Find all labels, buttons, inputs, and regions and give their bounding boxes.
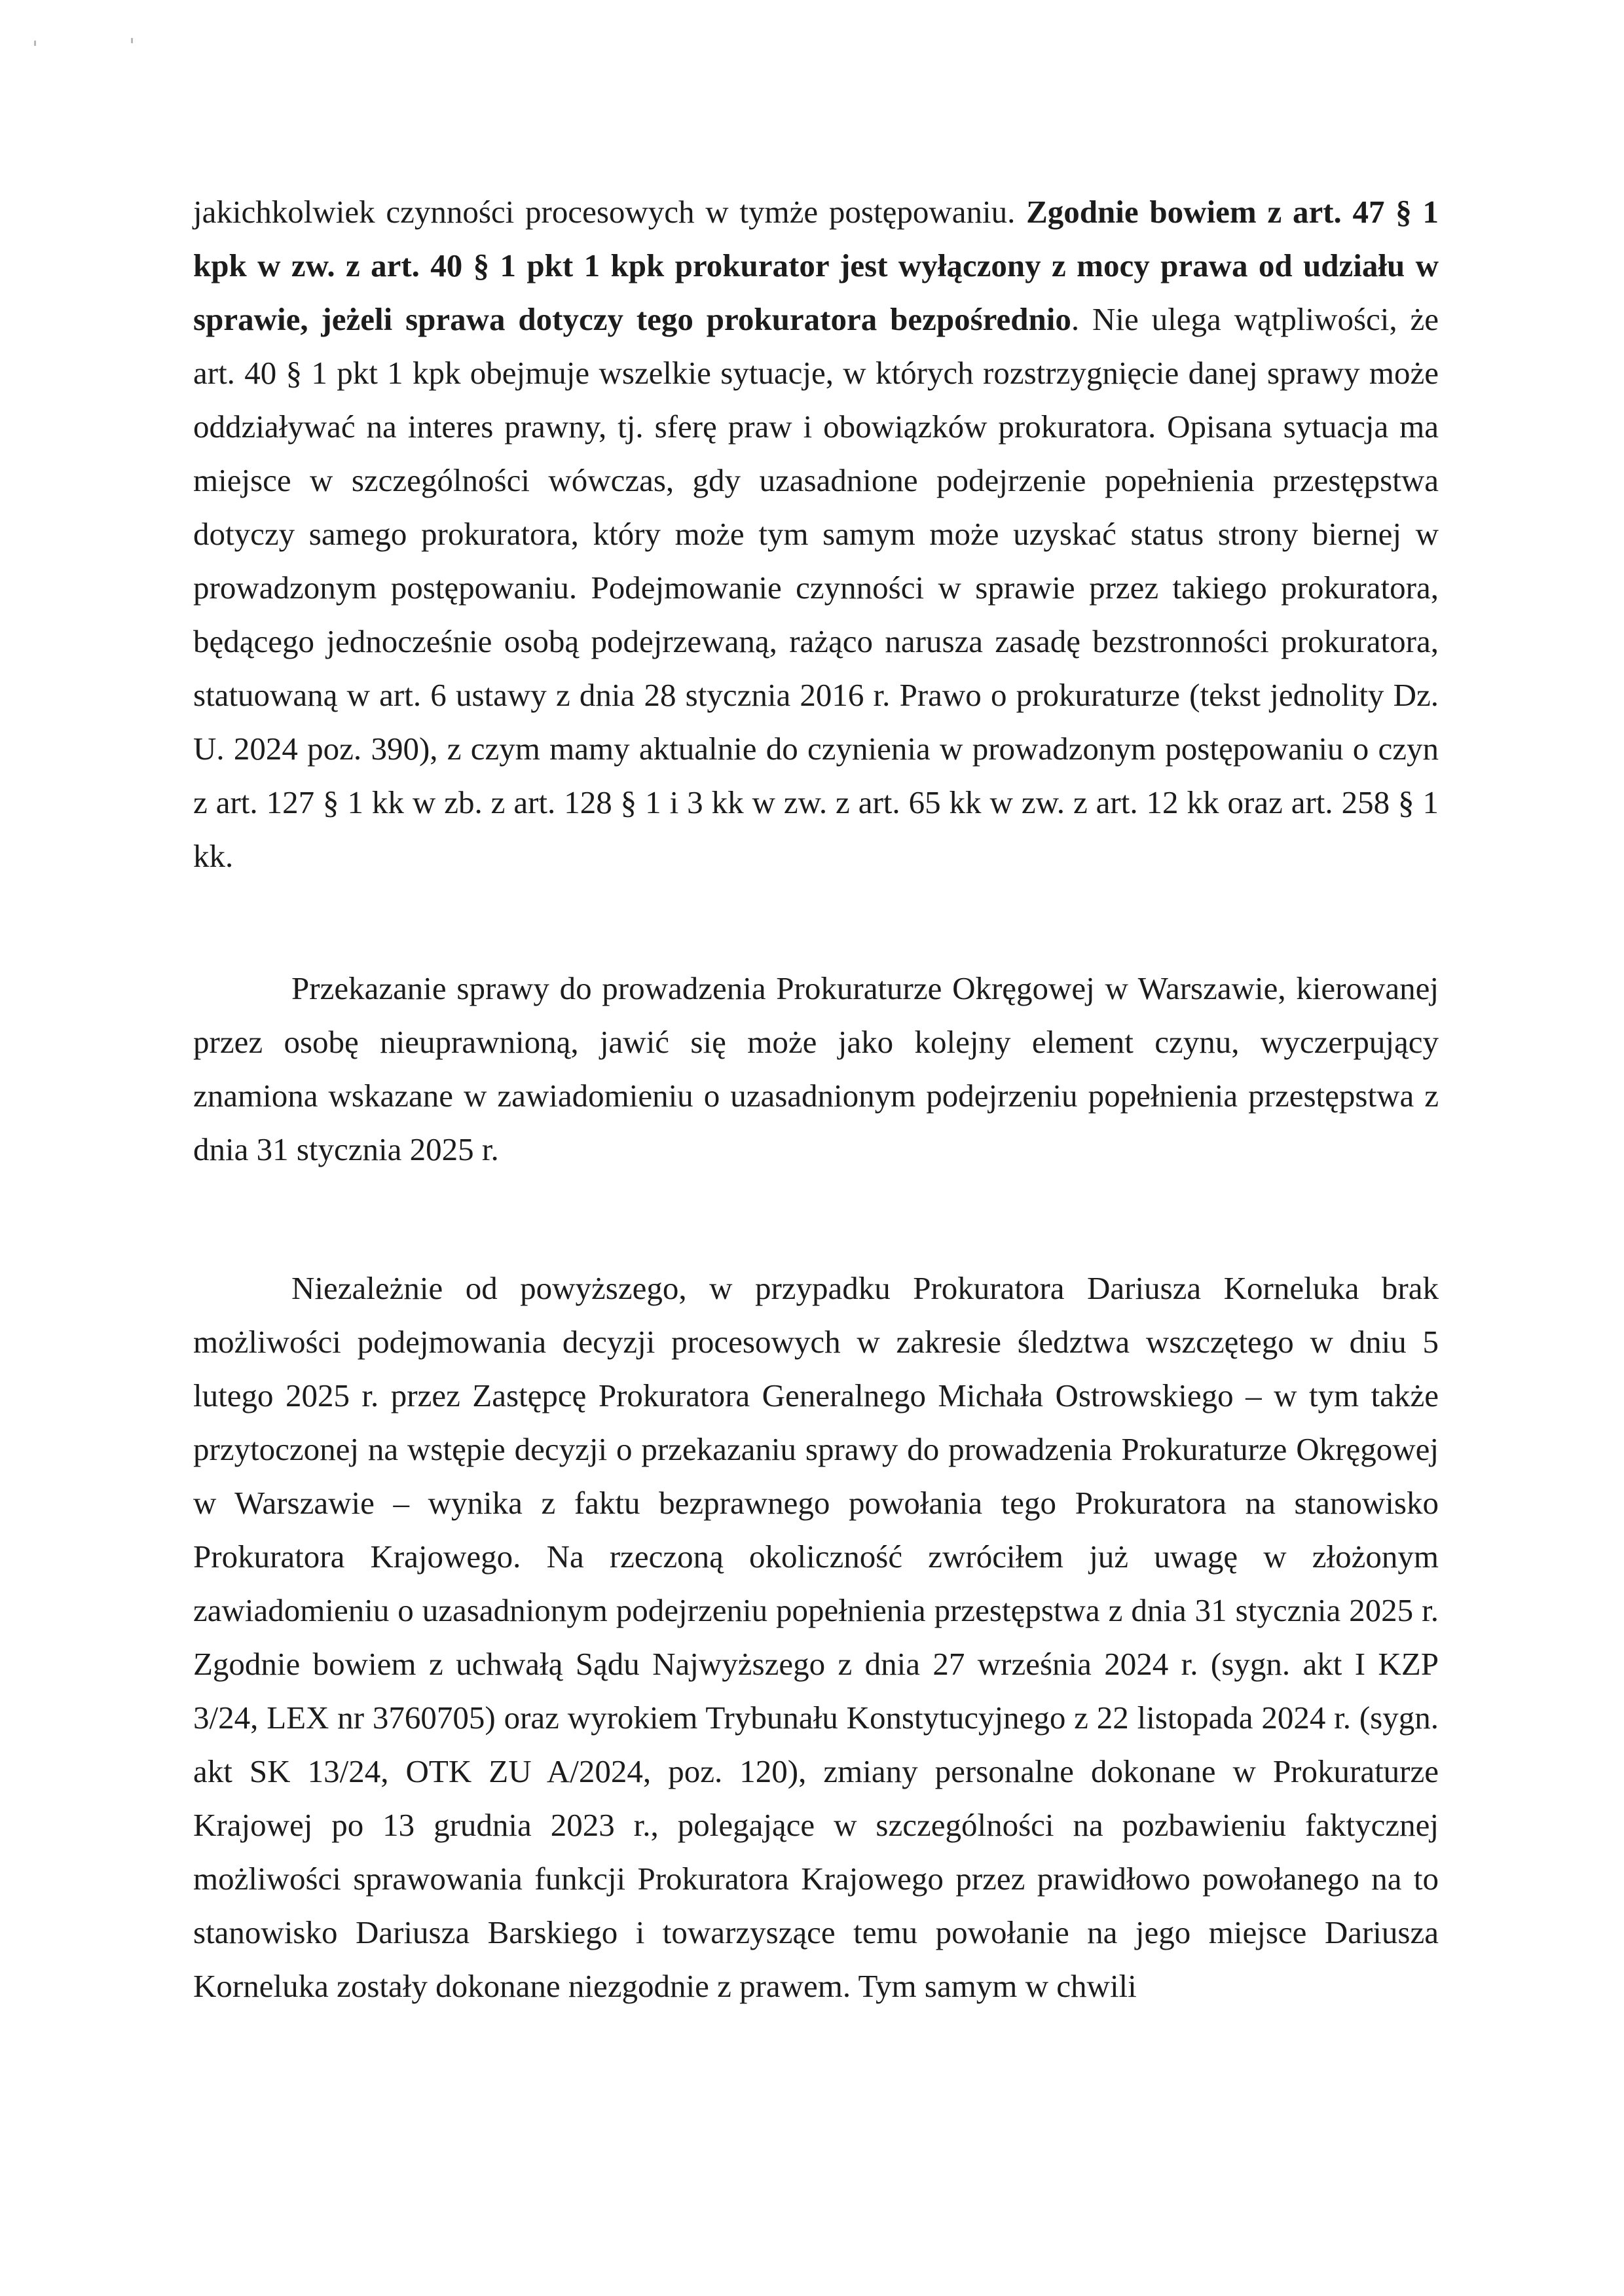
text-run: Przekazanie sprawy do prowadzenia Prokuraturze Okręgowej w Warszawie, kierowanej przez osobę nieuprawnioną, jawić się może jako kolejny element czynu, wyczerpujący znamiona wskazane w zawiadomieniu o uzasadnionym podejrzeniu popełnienia przestępstwa z dnia 31 stycznia 2025 r. bbox=[193, 970, 1439, 1167]
document-page-body bbox=[193, 185, 1439, 2013]
text-run: jakichkolwiek czynności procesowych w tymże postępowaniu. bbox=[193, 194, 1027, 230]
scan-artifact-mark bbox=[34, 41, 36, 46]
text-run: . Nie ulega wątpliwości, że art. 40 § 1 pkt 1 kpk obejmuje wszelkie sytuacje, w których rozstrzygnięcie danej sprawy może oddziaływać na interes prawny, tj. sferę praw i obowiązków prokuratora. Opisana sytuacja ma miejsce w szczególności wówczas, gdy uzasadnione podejrzenie popełnienia przestępstwa dotyczy samego prokuratora, który może tym samym może uzyskać status strony biernej w prowadzonym postępowaniu. Podejmowanie czynności w sprawie przez takiego prokuratora, będącego jednocześnie osobą podejrzewaną, rażąco narusza zasadę bezstronności prokuratora, statuowaną w art. 6 ustawy z dnia 28 stycznia 2016 r. Prawo o prokuraturze (tekst jednolity Dz. U. 2024 poz. 390), z czym mamy aktualnie do czynienia w prowadzonym postępowaniu o czyn z art. 127 § 1 kk w zb. z art. 128 § 1 i 3 kk w zw. z art. 65 kk w zw. z art. 12 kk oraz art. 258 § 1 kk. bbox=[193, 301, 1439, 874]
paragraph-unlawful-appointment bbox=[193, 1262, 1439, 2013]
scan-artifact-mark bbox=[131, 38, 133, 43]
text-run: Niezależnie od powyższego, w przypadku Prokuratora Dariusza Korneluka brak możliwości podejmowania decyzji procesowych w zakresie śledztwa wszczętego w dniu 5 lutego 2025 r. przez Zastępcę Prokuratora Generalnego Michała Ostrowskiego – w tym także przytoczonej na wstępie decyzji o przekazaniu sprawy do prowadzenia Prokuraturze Okręgowej w Warszawie – wynika z faktu bezprawnego powołania tego Prokuratora na stanowisko Prokuratora Krajowego. Na rzeczoną okoliczność zwróciłem już uwagę w złożonym zawiadomieniu o uzasadnionym podejrzeniu popełnienia przestępstwa z dnia 31 stycznia 2025 r. Zgodnie bowiem z uchwałą Sądu Najwyższego z dnia 27 września 2024 r. (sygn. akt I KZP 3/24, LEX nr 3760705) oraz wyrokiem Trybunału Konstytucyjnego z 22 listopada 2024 r. (sygn. akt SK 13/24, OTK ZU A/2024, poz. 120), zmiany personalne dokonane w Prokuraturze Krajowej po 13 grudnia 2023 r., polegające w szczególności na pozbawieniu faktycznej możliwości sprawowania funkcji Prokuratora Krajowego przez prawidłowo powołanego na to stanowisko Dariusza Barskiego i towarzyszące temu powołanie na jego miejsce Dariusza Korneluka zostały dokonane niezgodnie z prawem. Tym samym w chwili bbox=[193, 1270, 1439, 2004]
bold-legal-citation: Zgodnie bowiem z art. 47 § 1 kpk w zw. z art. 40 § 1 pkt 1 kpk prokurator jest wyłączony z mocy prawa od udziału w sprawie, jeżeli sprawa dotyczy tego prokuratora bezpośrednio bbox=[193, 194, 1439, 337]
paragraph-case-transfer bbox=[193, 962, 1439, 1176]
paragraph-exclusion-of-prosecutor bbox=[193, 185, 1439, 883]
